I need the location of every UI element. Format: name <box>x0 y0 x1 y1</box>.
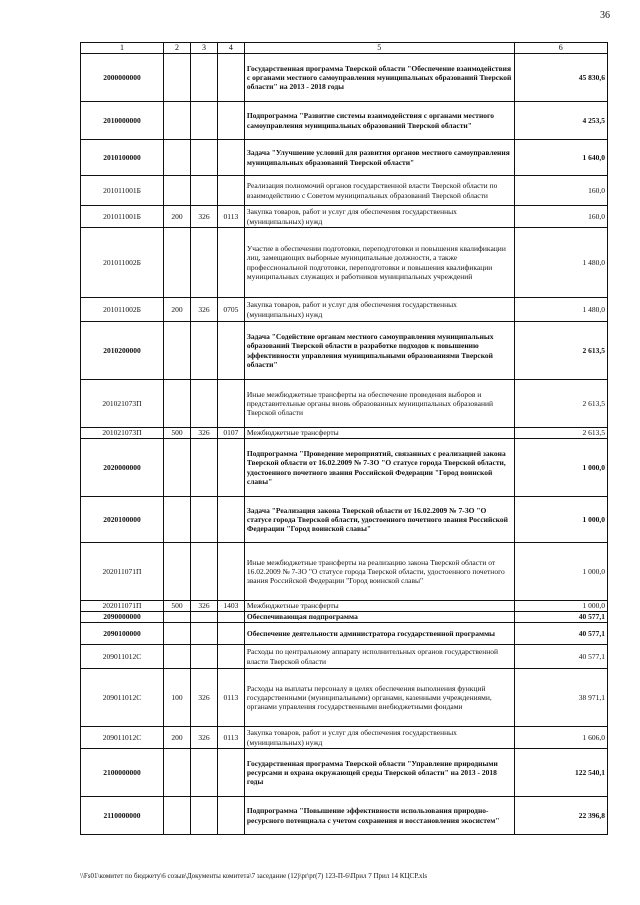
description-cell: Задача "Улучшение условий для развития органов местного самоуправления муниципальных образований Тверской области" <box>244 140 514 176</box>
amount-cell: 2 613,5 <box>514 322 607 380</box>
table-row <box>81 206 608 228</box>
amount-cell: 40 577,1 <box>514 645 607 669</box>
table-row <box>81 645 608 669</box>
section-code-cell <box>163 623 190 645</box>
column-numbers-row <box>81 43 608 54</box>
code-cell: 201021073П <box>81 380 164 428</box>
ministry-code-cell <box>190 54 217 102</box>
amount-cell: 160,0 <box>514 206 607 228</box>
subsection-code-cell <box>217 176 244 206</box>
amount-cell: 40 577,1 <box>514 623 607 645</box>
subsection-code-cell: 0113 <box>217 727 244 749</box>
ministry-code-cell <box>190 439 217 497</box>
amount-cell: 1 000,0 <box>514 497 607 543</box>
section-code-cell <box>163 645 190 669</box>
description-cell: Подпрограмма "Проведение мероприятий, связанных с реализацией закона Тверской области от 16.02.2009 № 7-ЗО "О статусе города Тверской области, удостоенного почетного звания Российской Федерации "Город воинской славы" <box>244 439 514 497</box>
ministry-code-cell: 326 <box>190 669 217 727</box>
subsection-code-cell <box>217 102 244 140</box>
ministry-code-cell <box>190 497 217 543</box>
subsection-code-cell: 0107 <box>217 428 244 439</box>
description-cell: Расходы на выплаты персоналу в целях обеспечения выполнения функций государственными (муниципальными) органами, казенными учреждениями, органами управления государственными внебюджетными фондами <box>244 669 514 727</box>
section-code-cell <box>163 228 190 298</box>
column-header: 5 <box>244 43 514 54</box>
ministry-code-cell <box>190 228 217 298</box>
amount-cell: 40 577,1 <box>514 612 607 623</box>
column-header: 1 <box>81 43 164 54</box>
section-code-cell: 100 <box>163 669 190 727</box>
table-row <box>81 669 608 727</box>
amount-cell: 1 000,0 <box>514 543 607 601</box>
ministry-code-cell <box>190 380 217 428</box>
column-header: 2 <box>163 43 190 54</box>
amount-cell: 160,0 <box>514 176 607 206</box>
code-cell: 201011001Б <box>81 176 164 206</box>
description-cell: Подпрограмма "Повышение эффективности использования природно-ресурсного потенциала с учетом сохранения и восстановления экосистем" <box>244 797 514 835</box>
amount-cell: 1 000,0 <box>514 601 607 612</box>
section-code-cell <box>163 749 190 797</box>
section-code-cell <box>163 439 190 497</box>
section-code-cell <box>163 380 190 428</box>
table-row <box>81 322 608 380</box>
description-cell: Государственная программа Тверской области "Обеспечение взаимодействия с органами местного самоуправления муниципальных образований Тверской области" на 2013 - 2018 годы <box>244 54 514 102</box>
ministry-code-cell <box>190 543 217 601</box>
description-cell: Реализация полномочий органов государственной власти Тверской области по взаимодействию с Советом муниципальных образований Тверской области <box>244 176 514 206</box>
table-row <box>81 623 608 645</box>
footer-file-path: \\Fs01\комитет по бюджету\6 созыв\Документы комитета\7 заседание (12)\pr\pr(7) 123-П-6\Прил 7 Прил 14 КЦСР.xls <box>80 872 428 880</box>
section-code-cell <box>163 176 190 206</box>
budget-table-body <box>81 43 608 835</box>
ministry-code-cell: 326 <box>190 298 217 322</box>
description-cell: Подпрограмма "Развитие системы взаимодействия с органами местного самоуправления муниципальных образований Тверской области" <box>244 102 514 140</box>
section-code-cell <box>163 54 190 102</box>
table-row <box>81 612 608 623</box>
amount-cell: 1 480,0 <box>514 298 607 322</box>
description-cell: Закупка товаров, работ и услуг для обеспечения государственных (муниципальных) нужд <box>244 727 514 749</box>
table-row <box>81 749 608 797</box>
amount-cell: 22 396,8 <box>514 797 607 835</box>
description-cell: Обеспечение деятельности администратора государственной программы <box>244 623 514 645</box>
code-cell: 2020000000 <box>81 439 164 497</box>
code-cell: 2090100000 <box>81 623 164 645</box>
column-header: 4 <box>217 43 244 54</box>
section-code-cell <box>163 612 190 623</box>
code-cell: 2110000000 <box>81 797 164 835</box>
subsection-code-cell <box>217 645 244 669</box>
section-code-cell <box>163 322 190 380</box>
column-header: 3 <box>190 43 217 54</box>
table-row <box>81 797 608 835</box>
description-cell: Участие в обеспечении подготовки, переподготовки и повышения квалификации лиц, замещающих выборные муниципальные должности, а также профессиональной подготовки, переподготовки и повышения квалификации муниципальных служащих и работников муниципальных учреждений <box>244 228 514 298</box>
ministry-code-cell <box>190 797 217 835</box>
amount-cell: 2 613,5 <box>514 380 607 428</box>
subsection-code-cell <box>217 749 244 797</box>
column-header: 6 <box>514 43 607 54</box>
description-cell: Расходы по центральному аппарату исполнительных органов государственной власти Тверской области <box>244 645 514 669</box>
section-code-cell <box>163 102 190 140</box>
code-cell: 201011002Б <box>81 228 164 298</box>
amount-cell: 1 640,0 <box>514 140 607 176</box>
code-cell: 2010100000 <box>81 140 164 176</box>
section-code-cell: 200 <box>163 727 190 749</box>
subsection-code-cell <box>217 380 244 428</box>
amount-cell: 1 000,0 <box>514 439 607 497</box>
code-cell: 2000000000 <box>81 54 164 102</box>
subsection-code-cell <box>217 797 244 835</box>
subsection-code-cell: 0113 <box>217 206 244 228</box>
code-cell: 2100000000 <box>81 749 164 797</box>
ministry-code-cell <box>190 645 217 669</box>
table-row <box>81 140 608 176</box>
amount-cell: 1 480,0 <box>514 228 607 298</box>
table-row <box>81 228 608 298</box>
description-cell: Иные межбюджетные трансферты на реализацию закона Тверской области от 16.02.2009 № 7-ЗО "О статусе города Тверской области, удостоенного почетного звания Российской Федерации "Город воинской славы" <box>244 543 514 601</box>
ministry-code-cell <box>190 140 217 176</box>
subsection-code-cell <box>217 228 244 298</box>
amount-cell: 4 253,5 <box>514 102 607 140</box>
amount-cell: 38 971,1 <box>514 669 607 727</box>
section-code-cell <box>163 140 190 176</box>
ministry-code-cell: 326 <box>190 206 217 228</box>
table-row <box>81 727 608 749</box>
table-row <box>81 439 608 497</box>
amount-cell: 2 613,5 <box>514 428 607 439</box>
subsection-code-cell: 1403 <box>217 601 244 612</box>
table-row <box>81 601 608 612</box>
ministry-code-cell: 326 <box>190 727 217 749</box>
subsection-code-cell <box>217 140 244 176</box>
table-row <box>81 176 608 206</box>
code-cell: 2010000000 <box>81 102 164 140</box>
description-cell: Межбюджетные трансферты <box>244 601 514 612</box>
table-row <box>81 428 608 439</box>
section-code-cell <box>163 543 190 601</box>
ministry-code-cell <box>190 102 217 140</box>
subsection-code-cell <box>217 497 244 543</box>
code-cell: 202011071П <box>81 601 164 612</box>
description-cell: Государственная программа Тверской области "Управление природными ресурсами и охрана окружающей среды Тверской области" на 2013 - 2018 годы <box>244 749 514 797</box>
section-code-cell: 200 <box>163 298 190 322</box>
table-row <box>81 497 608 543</box>
section-code-cell <box>163 497 190 543</box>
section-code-cell: 500 <box>163 428 190 439</box>
ministry-code-cell: 326 <box>190 428 217 439</box>
budget-table <box>80 42 608 835</box>
table-row <box>81 102 608 140</box>
ministry-code-cell <box>190 623 217 645</box>
subsection-code-cell <box>217 54 244 102</box>
subsection-code-cell <box>217 612 244 623</box>
code-cell: 2090000000 <box>81 612 164 623</box>
ministry-code-cell <box>190 322 217 380</box>
code-cell: 201021073П <box>81 428 164 439</box>
section-code-cell: 500 <box>163 601 190 612</box>
subsection-code-cell <box>217 623 244 645</box>
code-cell: 202011071П <box>81 543 164 601</box>
table-row <box>81 54 608 102</box>
code-cell: 209011012С <box>81 645 164 669</box>
code-cell: 201011001Б <box>81 206 164 228</box>
section-code-cell <box>163 797 190 835</box>
page-number: 36 <box>600 10 610 21</box>
ministry-code-cell <box>190 176 217 206</box>
ministry-code-cell <box>190 749 217 797</box>
description-cell: Закупка товаров, работ и услуг для обеспечения государственных (муниципальных) нужд <box>244 298 514 322</box>
code-cell: 2020100000 <box>81 497 164 543</box>
table-row <box>81 543 608 601</box>
table-row <box>81 380 608 428</box>
subsection-code-cell <box>217 322 244 380</box>
description-cell: Иные межбюджетные трансферты на обеспечение проведения выборов и представительные органы вновь образованных муниципальных образований Тверской области <box>244 380 514 428</box>
description-cell: Закупка товаров, работ и услуг для обеспечения государственных (муниципальных) нужд <box>244 206 514 228</box>
code-cell: 201011002Б <box>81 298 164 322</box>
description-cell: Обеспечивающая подпрограмма <box>244 612 514 623</box>
description-cell: Задача "Реализация закона Тверской области от 16.02.2009 № 7-ЗО "О статусе города Тверской области, удостоенного почетного звания Российской Федерации "Город воинской славы" <box>244 497 514 543</box>
amount-cell: 122 540,1 <box>514 749 607 797</box>
subsection-code-cell: 0113 <box>217 669 244 727</box>
ministry-code-cell <box>190 612 217 623</box>
amount-cell: 1 606,0 <box>514 727 607 749</box>
subsection-code-cell: 0705 <box>217 298 244 322</box>
subsection-code-cell <box>217 543 244 601</box>
description-cell: Межбюджетные трансферты <box>244 428 514 439</box>
amount-cell: 45 830,6 <box>514 54 607 102</box>
description-cell: Задача "Содействие органам местного самоуправления муниципальных образований Тверской области в разработке подходов к повышению эффективности управления муниципальными образованиями Тверской области" <box>244 322 514 380</box>
code-cell: 209011012С <box>81 669 164 727</box>
ministry-code-cell: 326 <box>190 601 217 612</box>
table-row <box>81 298 608 322</box>
section-code-cell: 200 <box>163 206 190 228</box>
subsection-code-cell <box>217 439 244 497</box>
code-cell: 2010200000 <box>81 322 164 380</box>
code-cell: 209011012С <box>81 727 164 749</box>
